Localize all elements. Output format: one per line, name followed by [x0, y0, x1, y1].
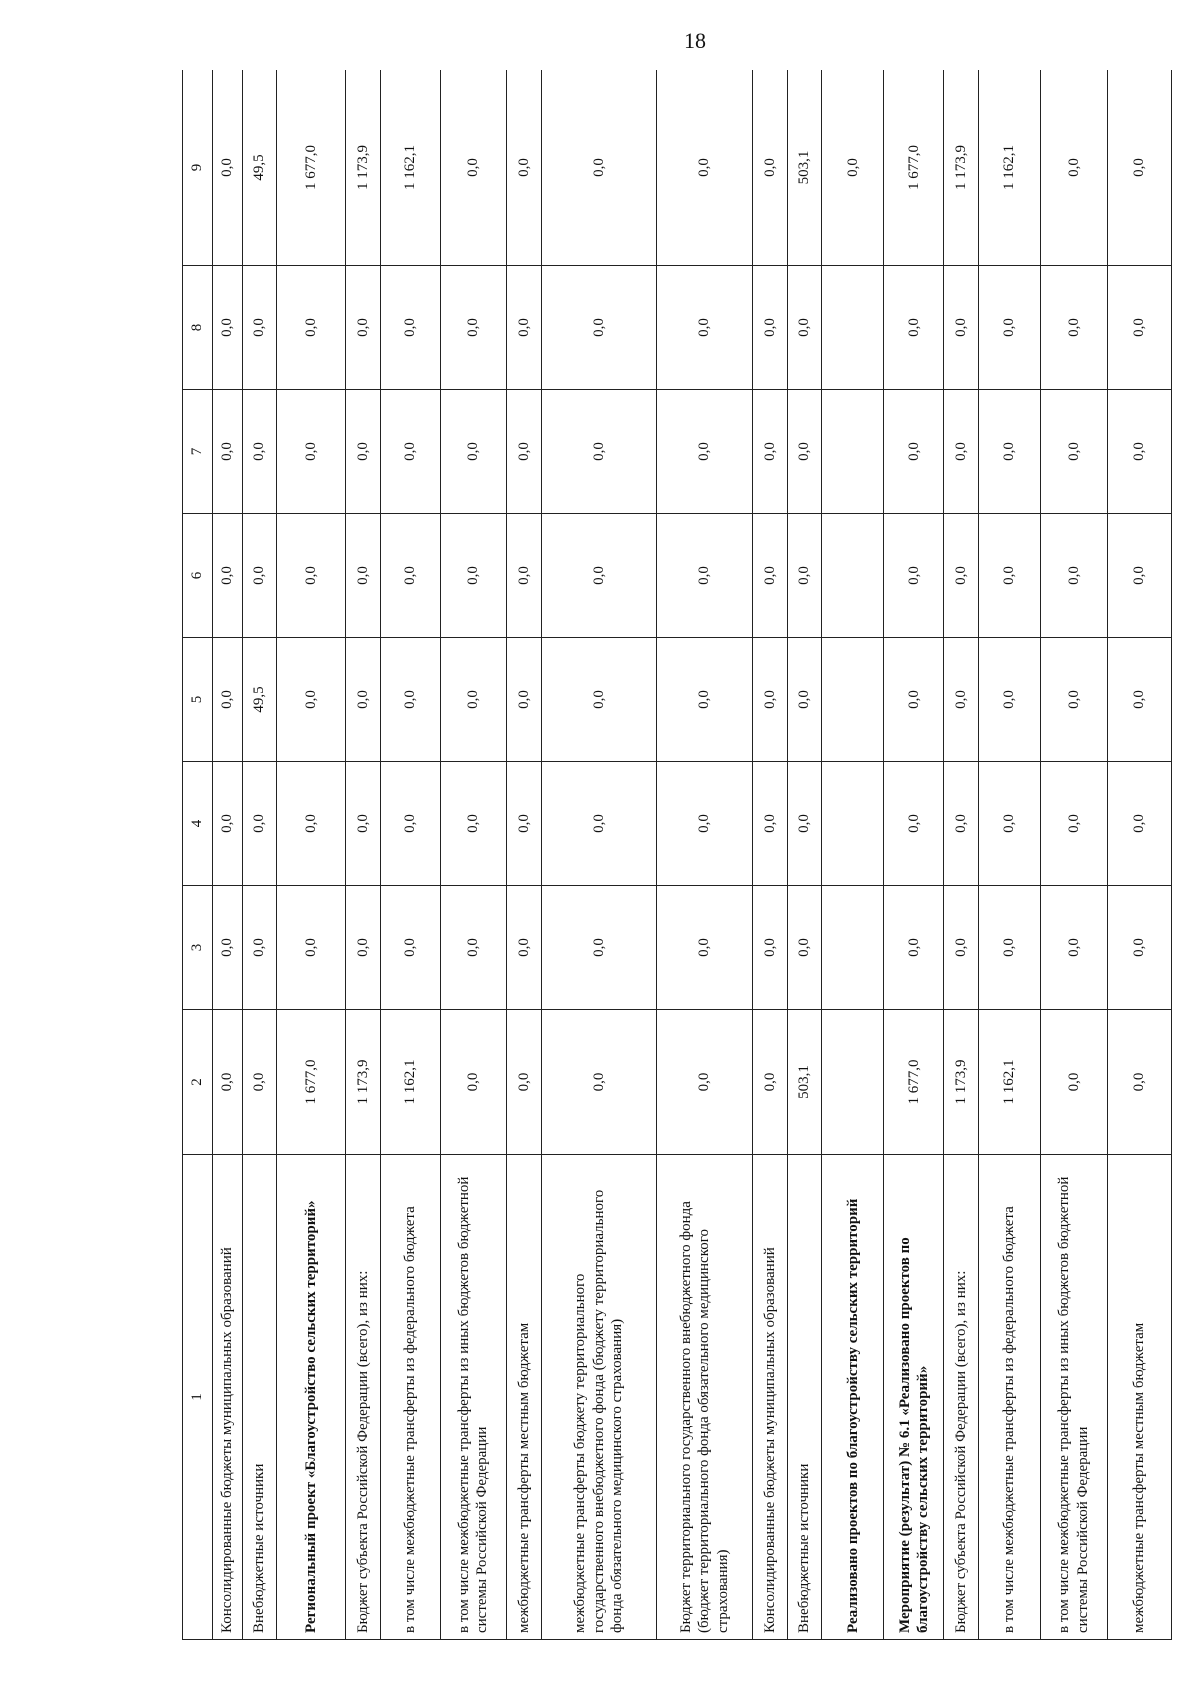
value-cell: 0,0 [753, 1010, 788, 1155]
rotated-table-container [182, 70, 1172, 1640]
value-cell: 1 677,0 [884, 70, 944, 266]
value-cell: 1 162,1 [978, 70, 1040, 266]
value-cell: 0,0 [507, 390, 542, 514]
value-cell: 0,0 [787, 886, 822, 1010]
value-cell: 0,0 [944, 390, 979, 514]
value-cell: 0,0 [978, 514, 1040, 638]
value-cell: 0,0 [541, 266, 656, 390]
value-cell: 0,0 [346, 266, 381, 390]
value-cell: 0,0 [346, 638, 381, 762]
rotated-table-area [182, 70, 1172, 1640]
value-cell: 0,0 [1107, 390, 1171, 514]
value-cell: 0,0 [1040, 886, 1107, 1010]
value-cell: 49,5 [242, 70, 277, 266]
value-cell: 0,0 [212, 70, 242, 266]
row-label: Бюджет субъекта Российской Федерации (всего), из них: [944, 1155, 979, 1640]
value-cell: 0,0 [507, 762, 542, 886]
value-cell: 0,0 [753, 266, 788, 390]
value-cell: 0,0 [507, 1010, 542, 1155]
value-cell [822, 886, 884, 1010]
value-cell: 0,0 [787, 266, 822, 390]
header-cell: 7 [183, 390, 213, 514]
value-cell: 0,0 [277, 390, 346, 514]
table-row [212, 70, 242, 1640]
value-cell: 0,0 [753, 390, 788, 514]
value-cell: 0,0 [884, 390, 944, 514]
value-cell: 1 162,1 [380, 70, 440, 266]
value-cell: 0,0 [380, 638, 440, 762]
value-cell: 0,0 [242, 390, 277, 514]
table-row [944, 70, 979, 1640]
value-cell [822, 1010, 884, 1155]
value-cell: 0,0 [1107, 886, 1171, 1010]
header-cell: 2 [183, 1010, 213, 1155]
value-cell: 0,0 [212, 266, 242, 390]
value-cell: 0,0 [1107, 70, 1171, 266]
row-label: Внебюджетные источники [787, 1155, 822, 1640]
row-label: Бюджет территориального государственного внебюджетного фонда (бюджет территориального фонда обязательного медицинского страхования) [656, 1155, 753, 1640]
row-label: межбюджетные трансферты бюджету территориального государственного внебюджетного фонда (бюджету территориального фонда обязательного медицинского страхования) [541, 1155, 656, 1640]
value-cell: 0,0 [440, 70, 507, 266]
value-cell: 0,0 [212, 1010, 242, 1155]
value-cell: 1 677,0 [884, 1010, 944, 1155]
value-cell: 0,0 [822, 70, 884, 266]
value-cell: 0,0 [656, 762, 753, 886]
value-cell: 0,0 [277, 266, 346, 390]
value-cell: 0,0 [944, 638, 979, 762]
value-cell: 0,0 [656, 514, 753, 638]
value-cell: 0,0 [944, 266, 979, 390]
value-cell: 0,0 [507, 638, 542, 762]
row-label: Внебюджетные источники [242, 1155, 277, 1640]
value-cell: 503,1 [787, 1010, 822, 1155]
value-cell: 0,0 [380, 514, 440, 638]
value-cell: 0,0 [440, 886, 507, 1010]
value-cell: 0,0 [884, 638, 944, 762]
value-cell: 1 677,0 [277, 1010, 346, 1155]
value-cell: 0,0 [380, 886, 440, 1010]
value-cell: 0,0 [242, 762, 277, 886]
value-cell: 0,0 [507, 886, 542, 1010]
row-label: Мероприятие (результат) № 6.1 «Реализовано проектов по благоустройству сельских территорий» [884, 1155, 944, 1640]
value-cell [822, 638, 884, 762]
header-cell: 4 [183, 762, 213, 886]
value-cell: 0,0 [978, 638, 1040, 762]
value-cell: 0,0 [1040, 762, 1107, 886]
value-cell: 0,0 [1040, 390, 1107, 514]
table-row [277, 70, 346, 1640]
header-cell: 1 [183, 1155, 213, 1640]
value-cell: 0,0 [944, 762, 979, 886]
value-cell: 0,0 [440, 1010, 507, 1155]
value-cell: 0,0 [884, 266, 944, 390]
table-row [380, 70, 440, 1640]
value-cell: 0,0 [978, 266, 1040, 390]
table-row [1107, 70, 1171, 1640]
value-cell: 0,0 [212, 762, 242, 886]
row-label: Реализовано проектов по благоустройству сельских территорий [822, 1155, 884, 1640]
header-cell: 5 [183, 638, 213, 762]
value-cell: 0,0 [1040, 70, 1107, 266]
table-row [541, 70, 656, 1640]
page-number: 18 [684, 28, 706, 53]
value-cell: 1 162,1 [978, 1010, 1040, 1155]
value-cell: 1 173,9 [944, 1010, 979, 1155]
value-cell: 0,0 [753, 514, 788, 638]
value-cell: 0,0 [753, 762, 788, 886]
value-cell: 1 173,9 [944, 70, 979, 266]
value-cell: 0,0 [656, 638, 753, 762]
value-cell: 0,0 [346, 390, 381, 514]
value-cell: 0,0 [440, 762, 507, 886]
value-cell: 0,0 [787, 762, 822, 886]
value-cell: 0,0 [346, 886, 381, 1010]
value-cell: 0,0 [242, 886, 277, 1010]
value-cell: 0,0 [541, 886, 656, 1010]
value-cell: 0,0 [277, 638, 346, 762]
value-cell: 0,0 [978, 390, 1040, 514]
row-label: Консолидированные бюджеты муниципальных образований [753, 1155, 788, 1640]
value-cell: 0,0 [277, 762, 346, 886]
row-label: Консолидированные бюджеты муниципальных образований [212, 1155, 242, 1640]
row-label: Региональный проект «Благоустройство сельских территорий» [277, 1155, 346, 1640]
value-cell: 0,0 [1107, 638, 1171, 762]
value-cell: 0,0 [440, 514, 507, 638]
table-row [656, 70, 753, 1640]
value-cell: 0,0 [440, 390, 507, 514]
value-cell: 0,0 [884, 886, 944, 1010]
value-cell: 0,0 [753, 70, 788, 266]
value-cell [822, 390, 884, 514]
value-cell: 0,0 [944, 514, 979, 638]
value-cell: 0,0 [212, 390, 242, 514]
value-cell: 0,0 [1107, 266, 1171, 390]
table-row [884, 70, 944, 1640]
header-cell: 6 [183, 514, 213, 638]
table-row [242, 70, 277, 1640]
header-cell: 3 [183, 886, 213, 1010]
header-cell: 8 [183, 266, 213, 390]
value-cell: 0,0 [656, 266, 753, 390]
value-cell: 0,0 [944, 886, 979, 1010]
table-row [1040, 70, 1107, 1640]
value-cell: 0,0 [212, 638, 242, 762]
header-cell: 9 [183, 70, 213, 266]
value-cell: 0,0 [242, 266, 277, 390]
value-cell: 0,0 [440, 266, 507, 390]
value-cell: 0,0 [346, 514, 381, 638]
value-cell: 0,0 [380, 390, 440, 514]
value-cell: 0,0 [440, 638, 507, 762]
value-cell: 0,0 [212, 514, 242, 638]
row-label: в том числе межбюджетные трансферты из иных бюджетов бюджетной системы Российской Федерации [440, 1155, 507, 1640]
value-cell: 0,0 [1040, 638, 1107, 762]
value-cell: 0,0 [884, 762, 944, 886]
value-cell: 49,5 [242, 638, 277, 762]
value-cell: 0,0 [277, 886, 346, 1010]
value-cell: 0,0 [541, 762, 656, 886]
value-cell: 0,0 [541, 638, 656, 762]
value-cell: 0,0 [978, 886, 1040, 1010]
row-label: в том числе межбюджетные трансферты из федерального бюджета [380, 1155, 440, 1640]
row-label: межбюджетные трансферты местным бюджетам [1107, 1155, 1171, 1640]
table-row [753, 70, 788, 1640]
value-cell: 0,0 [242, 514, 277, 638]
value-cell: 0,0 [507, 266, 542, 390]
value-cell: 0,0 [242, 1010, 277, 1155]
value-cell: 0,0 [1040, 1010, 1107, 1155]
budget-table [182, 70, 1172, 1640]
value-cell: 0,0 [541, 514, 656, 638]
row-label: межбюджетные трансферты местным бюджетам [507, 1155, 542, 1640]
value-cell: 0,0 [507, 70, 542, 266]
value-cell [822, 762, 884, 886]
value-cell: 503,1 [787, 70, 822, 266]
table-row [822, 70, 884, 1640]
value-cell: 0,0 [380, 762, 440, 886]
value-cell: 0,0 [1107, 762, 1171, 886]
value-cell: 1 677,0 [277, 70, 346, 266]
value-cell: 0,0 [656, 70, 753, 266]
value-cell: 0,0 [787, 514, 822, 638]
value-cell: 0,0 [884, 514, 944, 638]
value-cell: 0,0 [787, 638, 822, 762]
table-row [787, 70, 822, 1640]
row-label: Бюджет субъекта Российской Федерации (всего), из них: [346, 1155, 381, 1640]
value-cell: 0,0 [656, 390, 753, 514]
value-cell: 1 173,9 [346, 1010, 381, 1155]
value-cell: 0,0 [1040, 514, 1107, 638]
value-cell: 1 173,9 [346, 70, 381, 266]
value-cell: 0,0 [753, 638, 788, 762]
value-cell: 0,0 [541, 70, 656, 266]
value-cell [822, 514, 884, 638]
value-cell: 0,0 [978, 762, 1040, 886]
value-cell: 0,0 [1107, 514, 1171, 638]
value-cell [822, 266, 884, 390]
value-cell: 0,0 [753, 886, 788, 1010]
table-row [346, 70, 381, 1640]
table-row [507, 70, 542, 1640]
row-label: в том числе межбюджетные трансферты из федерального бюджета [978, 1155, 1040, 1640]
value-cell: 1 162,1 [380, 1010, 440, 1155]
row-label: в том числе межбюджетные трансферты из иных бюджетов бюджетной системы Российской Федерации [1040, 1155, 1107, 1640]
value-cell: 0,0 [656, 886, 753, 1010]
value-cell: 0,0 [277, 514, 346, 638]
value-cell: 0,0 [541, 1010, 656, 1155]
value-cell: 0,0 [380, 266, 440, 390]
value-cell: 0,0 [346, 762, 381, 886]
header-row [183, 70, 213, 1640]
value-cell: 0,0 [541, 390, 656, 514]
value-cell: 0,0 [787, 390, 822, 514]
value-cell: 0,0 [656, 1010, 753, 1155]
table-row [440, 70, 507, 1640]
value-cell: 0,0 [1107, 1010, 1171, 1155]
budget-table-body [183, 70, 1172, 1640]
table-row [978, 70, 1040, 1640]
value-cell: 0,0 [1040, 266, 1107, 390]
value-cell: 0,0 [507, 514, 542, 638]
value-cell: 0,0 [212, 886, 242, 1010]
